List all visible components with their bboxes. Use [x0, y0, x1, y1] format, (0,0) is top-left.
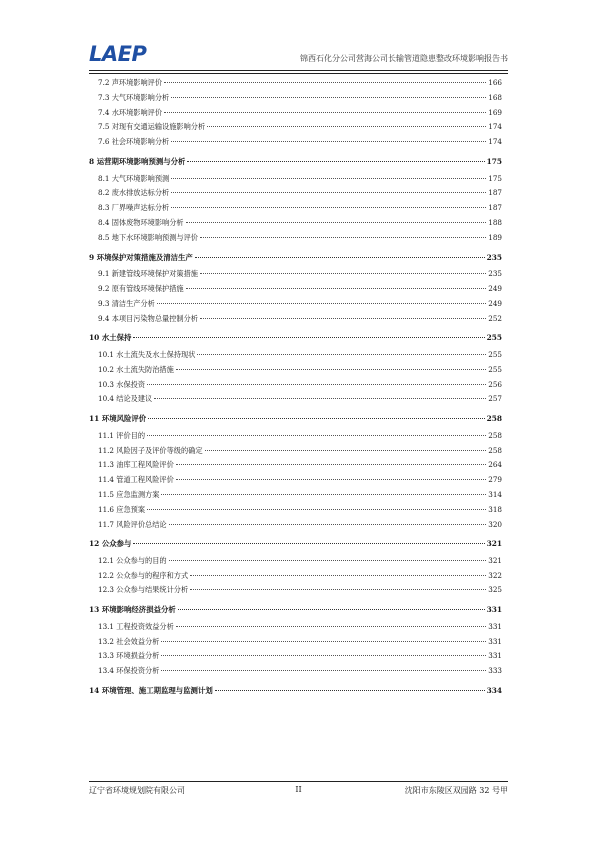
toc-section-entry[interactable]: [89, 106, 502, 121]
toc-section-entry[interactable]: [89, 620, 502, 635]
toc-entry-label: 8.5 地下水环境影响预测与评价: [98, 232, 198, 242]
toc-section-entry[interactable]: [89, 267, 502, 282]
toc-section-entry[interactable]: [89, 635, 502, 650]
toc-entry-page: 175: [486, 156, 502, 166]
toc-entry-page: 188: [488, 217, 502, 227]
toc-section-entry[interactable]: [89, 649, 502, 664]
toc-dot-leader: [161, 494, 486, 495]
toc-entry-label: 11.6 应急预案: [98, 504, 146, 514]
toc-dot-leader: [171, 192, 486, 193]
toc-entry-page: 321: [486, 539, 502, 549]
toc-section-entry[interactable]: [89, 186, 502, 201]
toc-dot-leader: [161, 655, 486, 656]
toc-section-entry[interactable]: [89, 473, 502, 488]
toc-dot-leader: [195, 257, 485, 258]
toc-entry-page: 249: [488, 283, 502, 293]
toc-entry-page: 255: [488, 349, 502, 359]
toc-entry-label: 10.4 结论及建议: [98, 394, 153, 404]
toc-section-entry[interactable]: [89, 569, 502, 584]
toc-section-entry[interactable]: [89, 231, 502, 246]
toc-entry-label: 12 公众参与: [89, 539, 132, 549]
toc-entry-page: 331: [488, 651, 502, 661]
toc-dot-leader: [190, 589, 486, 590]
toc-dot-leader: [200, 237, 486, 238]
toc-entry-label: 8.4 固体废物环境影响分析: [98, 217, 184, 227]
toc-entry-page: 174: [488, 137, 502, 147]
toc-entry-page: 331: [488, 621, 502, 631]
toc-dot-leader: [157, 303, 486, 304]
toc-entry-label: 10 水土保持: [89, 333, 132, 343]
toc-entry-page: 279: [488, 475, 502, 485]
table-of-contents: [89, 76, 502, 701]
toc-chapter-entry[interactable]: [89, 326, 502, 348]
toc-section-entry[interactable]: [89, 664, 502, 679]
toc-entry-label: 9.4 本项目污染物总量控制分析: [98, 313, 198, 323]
toc-dot-leader: [205, 450, 487, 451]
toc-entry-page: 257: [488, 394, 502, 404]
page-footer: [89, 785, 508, 797]
toc-entry-page: 264: [488, 460, 502, 470]
toc-entry-page: 175: [488, 173, 502, 183]
toc-entry-page: 189: [488, 232, 502, 242]
toc-dot-leader: [171, 141, 486, 142]
toc-dot-leader: [176, 479, 486, 480]
toc-entry-page: 258: [488, 430, 502, 440]
toc-dot-leader: [200, 318, 486, 319]
toc-entry-page: 255: [488, 364, 502, 374]
toc-section-entry[interactable]: [89, 172, 502, 187]
toc-chapter-entry[interactable]: [89, 598, 502, 620]
toc-section-entry[interactable]: [89, 201, 502, 216]
toc-entry-page: 235: [488, 269, 502, 279]
toc-entry-page: 325: [488, 585, 502, 595]
toc-entry-page: 321: [488, 555, 502, 565]
toc-dot-leader: [169, 524, 487, 525]
toc-dot-leader: [178, 609, 485, 610]
toc-section-entry[interactable]: [89, 429, 502, 444]
laep-logo: LAEP: [89, 42, 147, 66]
toc-entry-label: 11 环境风险评价: [89, 414, 147, 424]
toc-entry-label: 9.1 新建管线环境保护对策措施: [98, 269, 198, 279]
toc-entry-page: 166: [488, 78, 502, 87]
toc-section-entry[interactable]: [89, 216, 502, 231]
toc-entry-label: 14 环境管理、施工期监理与监测计划: [89, 686, 213, 696]
toc-entry-page: 174: [488, 122, 502, 132]
page-header: [89, 40, 508, 70]
toc-entry-label: 11.5 应急监测方案: [98, 489, 160, 499]
toc-entry-page: 258: [488, 445, 502, 455]
toc-entry-label: 7.2 声环境影响评价: [98, 78, 163, 87]
toc-entry-page: 249: [488, 298, 502, 308]
toc-entry-label: 9 环境保护对策措施及清洁生产: [89, 252, 193, 262]
toc-dot-leader: [176, 464, 486, 465]
toc-entry-label: 13 环境影响经济损益分析: [89, 605, 176, 615]
toc-entry-page: 256: [488, 379, 502, 389]
toc-chapter-entry[interactable]: [89, 532, 502, 554]
toc-entry-page: 320: [488, 519, 502, 529]
toc-entry-label: 9.3 清洁生产分析: [98, 298, 155, 308]
toc-entry-page: 331: [486, 605, 502, 615]
toc-entry-page: 168: [488, 92, 502, 102]
toc-entry-label: 11.7 风险评价总结论: [98, 519, 167, 529]
header-title: 锦西石化分公司营海公司长输管道隐患整改环境影响报告书: [300, 54, 508, 63]
toc-dot-leader: [207, 126, 486, 127]
toc-dot-leader: [133, 337, 484, 338]
toc-section-entry[interactable]: [89, 554, 502, 569]
toc-dot-leader: [186, 288, 487, 289]
toc-entry-label: 8 运营期环境影响预测与分析: [89, 156, 186, 166]
header-rule: [89, 70, 508, 71]
toc-dot-leader: [148, 418, 484, 419]
footer-page-number: II: [295, 785, 302, 794]
toc-entry-label: 7.5 对现有交通运输设施影响分析: [98, 122, 206, 132]
toc-dot-leader: [171, 207, 486, 208]
toc-chapter-entry[interactable]: [89, 679, 502, 701]
toc-entry-label: 11.2 风险因子及评价等级的确定: [98, 445, 203, 455]
toc-dot-leader: [154, 398, 486, 399]
toc-section-entry[interactable]: [89, 583, 502, 598]
toc-entry-page: 169: [488, 107, 502, 117]
toc-dot-leader: [147, 384, 486, 385]
toc-dot-leader: [186, 222, 487, 223]
toc-section-entry[interactable]: [89, 312, 502, 327]
footer-address: 沈阳市东陵区双园路 32 号甲: [404, 786, 508, 795]
toc-entry-label: 10.3 水保投资: [98, 379, 146, 389]
toc-dot-leader: [176, 626, 486, 627]
toc-entry-page: 255: [486, 333, 502, 343]
toc-dot-leader: [171, 178, 486, 179]
toc-entry-label: 8.1 大气环境影响预测: [98, 173, 170, 183]
toc-dot-leader: [200, 273, 486, 274]
toc-section-entry[interactable]: [89, 503, 502, 518]
toc-entry-label: 13.2 社会效益分析: [98, 636, 160, 646]
toc-dot-leader: [164, 82, 486, 83]
toc-entry-label: 7.4 水环境影响评价: [98, 107, 163, 117]
toc-section-entry[interactable]: [89, 297, 502, 312]
toc-entry-page: 235: [486, 252, 502, 262]
toc-entry-page: 252: [488, 313, 502, 323]
toc-dot-leader: [147, 509, 486, 510]
toc-entry-label: 12.2 公众参与的程序和方式: [98, 570, 189, 580]
toc-entry-page: 187: [488, 203, 502, 213]
toc-dot-leader: [197, 354, 486, 355]
toc-section-entry[interactable]: [89, 363, 502, 378]
toc-chapter-entry[interactable]: [89, 407, 502, 429]
header-rule-thin: [89, 73, 508, 74]
toc-entry-page: 258: [486, 414, 502, 424]
toc-section-entry[interactable]: [89, 378, 502, 393]
toc-section-entry[interactable]: [89, 91, 502, 106]
toc-chapter-entry[interactable]: [89, 246, 502, 268]
toc-entry-label: 13.4 环保投资分析: [98, 666, 160, 676]
toc-dot-leader: [147, 435, 486, 436]
toc-entry-label: 10.1 水土流失及水土保持现状: [98, 349, 196, 359]
toc-entry-page: 333: [488, 666, 502, 676]
toc-dot-leader: [215, 690, 485, 691]
toc-dot-leader: [171, 97, 486, 98]
toc-section-entry[interactable]: [89, 282, 502, 297]
toc-entry-label: 7.6 社会环境影响分析: [98, 137, 170, 147]
toc-entry-label: 11.4 管道工程风险评价: [98, 475, 174, 485]
toc-entry-label: 10.2 水土流失防治措施: [98, 364, 174, 374]
footer-organization: 辽宁省环境规划院有限公司: [89, 786, 185, 795]
toc-entry-label: 13.1 工程投资效益分析: [98, 621, 174, 631]
toc-section-entry[interactable]: [89, 444, 502, 459]
toc-section-entry[interactable]: [89, 392, 502, 407]
toc-dot-leader: [169, 560, 487, 561]
toc-entry-page: 334: [486, 686, 502, 696]
toc-entry-page: 331: [488, 636, 502, 646]
toc-section-entry[interactable]: [89, 135, 502, 150]
toc-section-entry[interactable]: [89, 458, 502, 473]
toc-dot-leader: [161, 641, 486, 642]
toc-section-entry[interactable]: [89, 488, 502, 503]
toc-dot-leader: [133, 543, 484, 544]
toc-entry-label: 8.3 厂界噪声达标分析: [98, 203, 170, 213]
toc-dot-leader: [190, 575, 486, 576]
toc-entry-page: 187: [488, 188, 502, 198]
toc-entry-label: 13.3 环境损益分析: [98, 651, 160, 661]
toc-dot-leader: [176, 369, 486, 370]
toc-section-entry[interactable]: [89, 120, 502, 135]
toc-entry-label: 9.2 原有管线环境保护措施: [98, 283, 184, 293]
toc-section-entry[interactable]: [89, 348, 502, 363]
toc-section-entry[interactable]: [89, 518, 502, 533]
toc-entry-page: 314: [488, 489, 502, 499]
toc-dot-leader: [161, 670, 486, 671]
toc-entry-label: 8.2 废水排放达标分析: [98, 188, 170, 198]
footer-rule: [89, 781, 508, 782]
toc-entry-label: 12.1 公众参与的目的: [98, 555, 167, 565]
toc-entry-label: 11.1 评价目的: [98, 430, 146, 440]
toc-entry-label: 7.3 大气环境影响分析: [98, 92, 170, 102]
toc-entry-page: 318: [488, 504, 502, 514]
toc-dot-leader: [164, 112, 486, 113]
toc-dot-leader: [187, 161, 484, 162]
toc-entry-label: 11.3 油库工程风险评价: [98, 460, 174, 470]
toc-section-entry[interactable]: [89, 76, 502, 91]
toc-entry-label: 12.3 公众参与结果统计分析: [98, 585, 189, 595]
toc-entry-page: 322: [488, 570, 502, 580]
toc-chapter-entry[interactable]: [89, 150, 502, 172]
